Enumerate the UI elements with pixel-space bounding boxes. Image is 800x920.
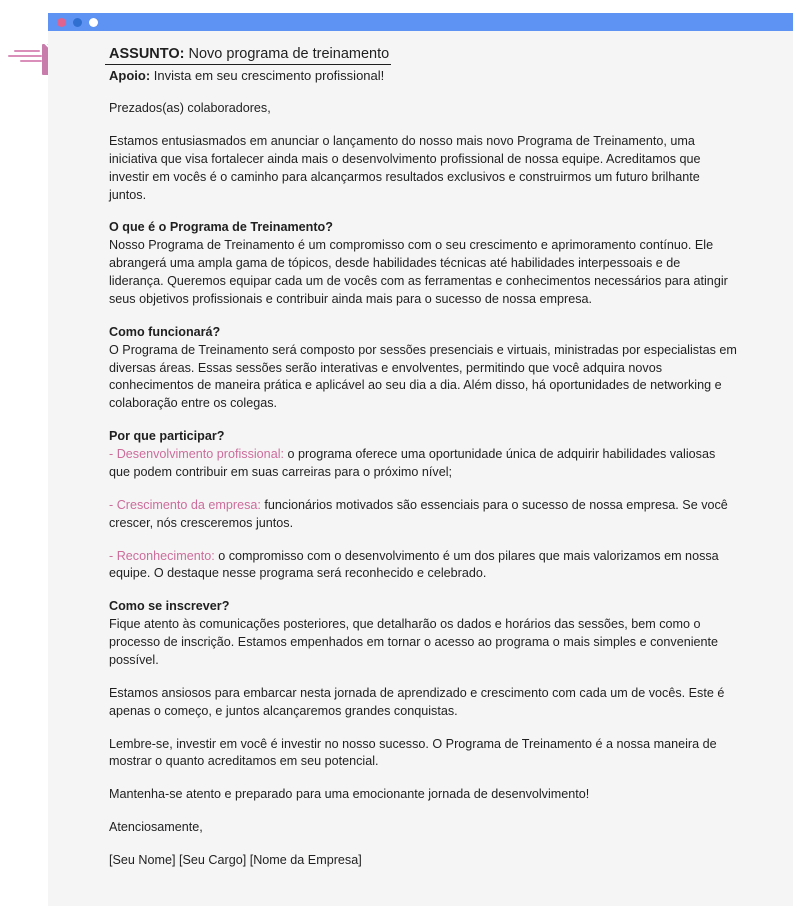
section-heading-how-works: Como funcionará?	[109, 324, 221, 339]
email-body-panel	[48, 31, 793, 906]
benefit-tag: - Reconhecimento:	[109, 548, 215, 563]
subject-line	[105, 45, 391, 65]
support-line	[109, 68, 767, 85]
benefit-bullet-company-growth	[109, 497, 737, 533]
email-window	[48, 13, 793, 906]
support-label: Apoio:	[109, 68, 151, 84]
section-body-what-is: Nosso Programa de Treinamento é um compromisso com o seu crescimento e aprimoramento contínuo. Ele abrangerá uma ampla gama de tópicos, desde habilidades técnicas até habilidades interpessoais e de liderança. Queremos equipar cada um de vocês com as ferramentas e conhecimentos necessários para atingir seus objetivos profissionais e contribuir ainda mais para o sucesso de nossa empresa.	[109, 238, 728, 306]
section-body-how-works: O Programa de Treinamento será composto por sessões presenciais e virtuais, ministradas por especialistas em diversas áreas. Essas sessões serão interativas e envolventes, permitindo que você adquira novos conhecimentos de maneira prática e aplicável ao seu dia a dia. Além disso, há oportunidades de networking e colaboração entre os colegas.	[109, 342, 737, 411]
section-heading-how-to-enroll: Como se inscrever?	[109, 599, 230, 614]
minimize-dot-icon[interactable]	[73, 18, 82, 27]
benefit-bullet-professional-development	[109, 446, 737, 482]
sign-off: Atenciosamente,	[109, 820, 203, 835]
speed-line-2	[8, 55, 42, 57]
speed-line-1	[14, 50, 40, 52]
benefit-tag: - Desenvolvimento profissional:	[109, 447, 284, 462]
signature-placeholder: [Seu Nome] [Seu Cargo] [Nome da Empresa]	[109, 853, 362, 868]
section-heading-what-is: O que é o Programa de Treinamento?	[109, 220, 333, 235]
maximize-dot-icon[interactable]	[89, 18, 98, 27]
closing-paragraph-1: Estamos ansiosos para embarcar nesta jornada de aprendizado e crescimento com cada um de vocês. Este é apenas o começo, e juntos alcançaremos grandes conquistas.	[109, 685, 725, 718]
window-titlebar	[48, 13, 793, 31]
benefit-bullet-recognition	[109, 548, 737, 584]
subject-value: Novo programa de treinamento	[188, 46, 390, 62]
benefit-text: o compromisso com o desenvolvimento é um dos pilares que mais valorizamos em nossa equipe. O destaque nesse programa será reconhecido e celebrado.	[109, 548, 719, 581]
benefit-text: funcionários motivados são essenciais para o sucesso de nossa empresa. Se você crescer, nós cresceremos juntos.	[109, 497, 728, 530]
closing-paragraph-2: Lembre-se, investir em você é investir no nosso sucesso. O Programa de Treinamento é a nossa maneira de mostrar o quanto acreditamos em seu potencial.	[109, 736, 717, 769]
intro-paragraph: Estamos entusiasmados em anunciar o lançamento do nosso mais novo Programa de Treinamento, uma iniciativa que visa fortalecer ainda mais o desenvolvimento profissional de nossa equipe. Acreditamos que investir em vocês é o caminho para alcançarmos resultados exclusivos e construirmos um futuro brilhante juntos.	[109, 133, 701, 202]
benefit-tag: - Crescimento da empresa:	[109, 497, 261, 512]
support-value: Invista em seu crescimento profissional!	[153, 68, 385, 84]
close-dot-icon[interactable]	[57, 18, 66, 27]
greeting-paragraph: Prezados(as) colaboradores,	[109, 101, 271, 116]
section-heading-why-participate: Por que participar?	[109, 429, 225, 444]
subject-label: ASSUNTO:	[109, 46, 185, 62]
speed-line-3	[20, 60, 42, 62]
closing-paragraph-3: Mantenha-se atento e preparado para uma emocionante jornada de desenvolvimento!	[109, 787, 590, 802]
section-body-how-to-enroll: Fique atento às comunicações posteriores, que detalharão os dados e horários das sessões, bem como o processo de inscrição. Estamos empenhados em tornar o acesso ao programa o mais simples e conveniente possível.	[109, 617, 719, 667]
benefit-text: o programa oferece uma oportunidade única de adquirir habilidades valiosas que podem contribuir em suas carreiras para o próximo nível;	[109, 447, 716, 479]
